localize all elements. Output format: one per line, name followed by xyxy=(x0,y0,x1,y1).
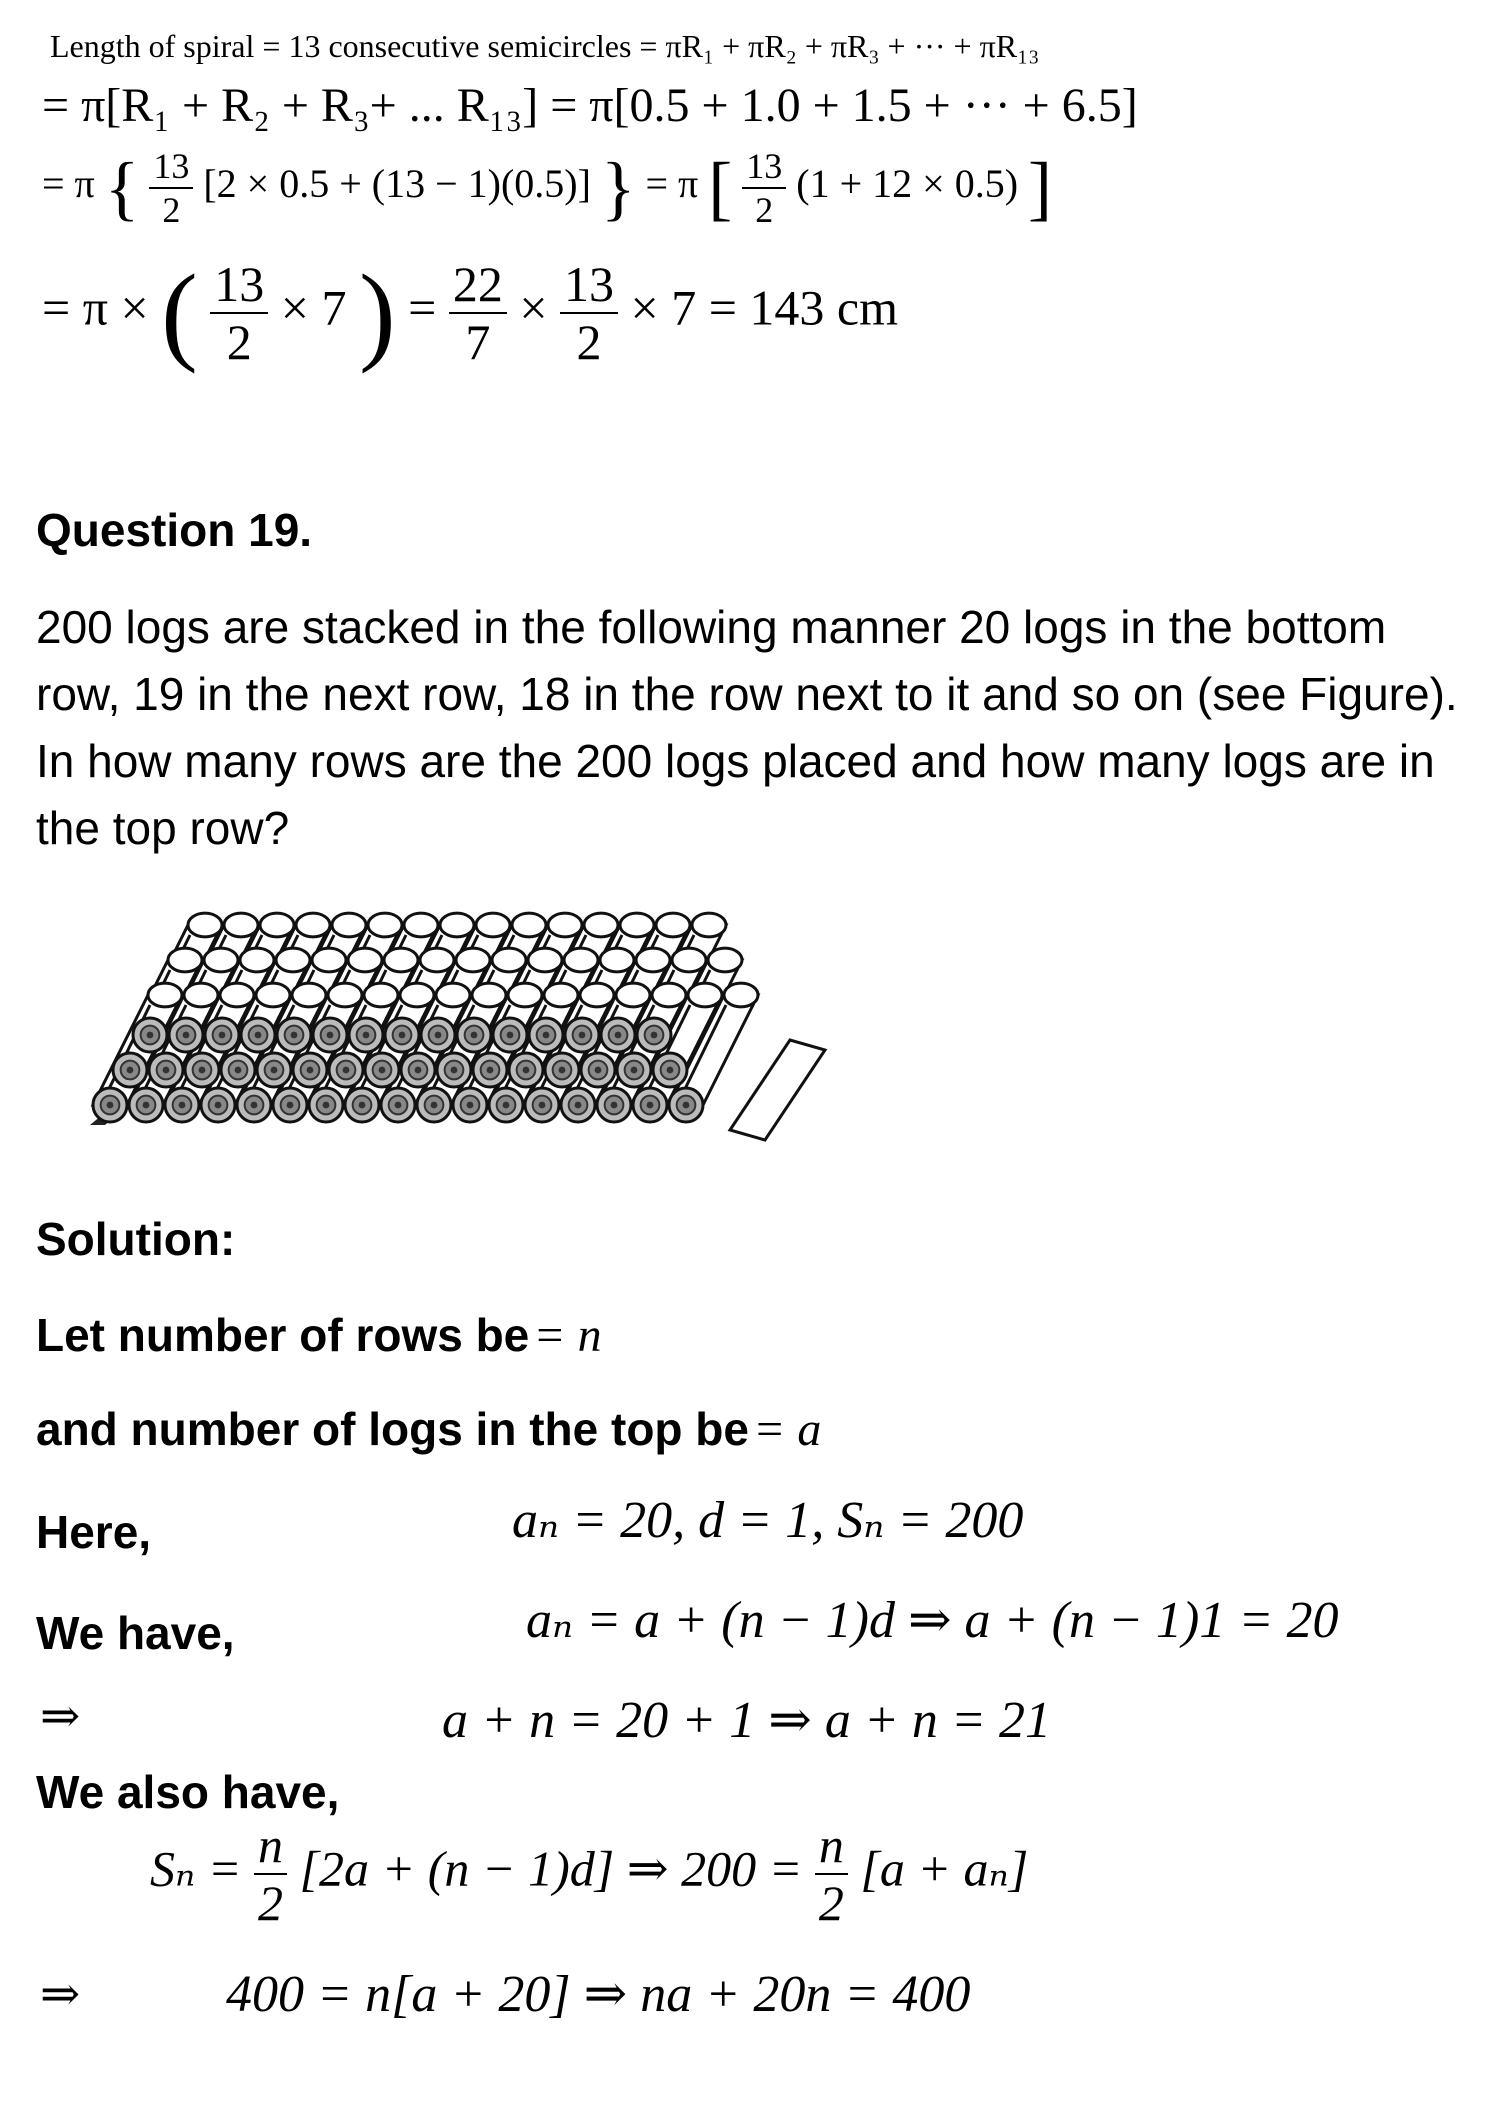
spiral-length-label: Length of spiral xyxy=(50,28,255,64)
numerator: 13 xyxy=(560,259,618,314)
log-core xyxy=(291,1032,298,1039)
log-back-end xyxy=(184,983,218,1007)
log-back-end xyxy=(544,983,578,1007)
log-back-end xyxy=(220,983,254,1007)
left-brace: { xyxy=(104,148,140,228)
log-core xyxy=(543,1032,550,1039)
denominator: 2 xyxy=(818,1875,844,1931)
log-core xyxy=(487,1067,494,1074)
log-back-end xyxy=(652,983,686,1007)
times-sign: × xyxy=(519,279,548,336)
logs-group xyxy=(90,913,825,1140)
log-core xyxy=(667,1067,674,1074)
log-back-end xyxy=(188,913,222,937)
question-text: 200 logs are stacked in the following manner 20 logs in the bottom row, 19 in the next row, 18 in the row next to it and so on (see Figure). In how many rows are the 200 logs placed and how many logs are in the top row? xyxy=(36,601,1458,854)
log-core xyxy=(307,1067,314,1074)
log-core xyxy=(215,1102,222,1109)
log-back-end xyxy=(296,913,330,937)
top-logs-label: and number of logs in the top be xyxy=(36,1403,749,1455)
we-also-have-label: We also have, xyxy=(36,1766,340,1818)
left-bracket: [ xyxy=(708,148,733,228)
log-core xyxy=(647,1102,654,1109)
solution-row-top-logs xyxy=(36,1402,821,1457)
log-back-end xyxy=(240,948,274,972)
log-core xyxy=(359,1102,366,1109)
log-back-end xyxy=(692,913,726,937)
log-back-end xyxy=(600,948,634,972)
denominator: 2 xyxy=(755,190,774,230)
sum-formula-middle: [2a + (n − 1)d] ⇒ 200 = xyxy=(299,1840,803,1897)
log-core xyxy=(507,1032,514,1039)
log-core xyxy=(415,1067,422,1074)
implies-arrow-1: ⇒ xyxy=(40,1690,81,1743)
numerator: 22 xyxy=(449,259,507,314)
log-back-end xyxy=(168,948,202,972)
log-back-end xyxy=(224,913,258,937)
log-back-end xyxy=(688,983,722,1007)
eq-pi-2: = π xyxy=(645,161,699,207)
log-core xyxy=(539,1102,546,1109)
log-core xyxy=(327,1032,334,1039)
log-core xyxy=(395,1102,402,1109)
ap-bracket-expression: [2 × 0.5 + (13 − 1)(0.5)] xyxy=(203,161,591,207)
here-label: Here, xyxy=(36,1506,152,1558)
log-back-end xyxy=(440,913,474,937)
log-back-end xyxy=(292,983,326,1007)
fraction-13-over-2-b xyxy=(742,148,786,228)
log-back-end xyxy=(584,913,618,937)
log-back-end xyxy=(328,983,362,1007)
right-brace: } xyxy=(600,148,636,228)
log-core xyxy=(199,1067,206,1074)
log-core xyxy=(575,1102,582,1109)
log-core xyxy=(287,1102,294,1109)
log-back-end xyxy=(256,983,290,1007)
log-back-end xyxy=(580,983,614,1007)
numerator: 13 xyxy=(210,259,268,314)
log-back-end xyxy=(476,913,510,937)
log-core xyxy=(683,1102,690,1109)
spiral-length-line-1 xyxy=(50,28,1039,65)
log-core xyxy=(399,1032,406,1039)
log-core xyxy=(631,1067,638,1074)
log-back-end xyxy=(348,948,382,972)
log-back-end xyxy=(276,948,310,972)
log-back-end xyxy=(472,983,506,1007)
log-back-end xyxy=(404,913,438,937)
log-back-end xyxy=(204,948,238,972)
log-back-end xyxy=(508,983,542,1007)
log-back-end xyxy=(724,983,758,1007)
log-core xyxy=(615,1032,622,1039)
log-core xyxy=(255,1032,262,1039)
sn-equals: Sₙ = xyxy=(150,1840,242,1897)
fraction-22-over-7 xyxy=(449,256,507,370)
log-back-end xyxy=(260,913,294,937)
log-core xyxy=(343,1067,350,1074)
denominator: 2 xyxy=(576,314,602,370)
a-plus-n-math: a + n = 20 + 1 ⇒ a + n = 21 xyxy=(442,1692,1052,1749)
log-core xyxy=(651,1032,658,1039)
log-core xyxy=(219,1032,226,1039)
log-core xyxy=(471,1032,478,1039)
question-heading: Question 19. xyxy=(36,504,313,556)
denominator: 2 xyxy=(162,190,181,230)
log-back-end xyxy=(400,983,434,1007)
final-result: × 7 = 143 cm xyxy=(630,279,899,336)
log-back-end xyxy=(436,983,470,1007)
here-math: aₙ = 20, d = 1, Sₙ = 200 xyxy=(512,1492,1024,1549)
log-core xyxy=(143,1102,150,1109)
log-back-end xyxy=(364,983,398,1007)
log-back-end xyxy=(420,948,454,972)
log-back-end xyxy=(620,913,654,937)
denominator: 2 xyxy=(258,1875,284,1931)
log-core xyxy=(435,1032,442,1039)
log-back-end xyxy=(564,948,598,972)
log-back-end xyxy=(512,913,546,937)
side-log xyxy=(730,1040,825,1140)
log-back-end xyxy=(708,948,742,972)
log-core xyxy=(559,1067,566,1074)
spiral-result-line xyxy=(42,252,899,374)
numerator: 13 xyxy=(742,148,786,189)
log-core xyxy=(363,1032,370,1039)
numerator: 13 xyxy=(149,148,193,189)
log-core xyxy=(127,1067,134,1074)
log-core xyxy=(595,1067,602,1074)
log-back-end xyxy=(312,948,346,972)
log-back-end xyxy=(672,948,706,972)
rows-math: = n xyxy=(533,1309,602,1362)
top-logs-math: = a xyxy=(752,1403,822,1456)
log-core xyxy=(251,1102,258,1109)
log-back-end xyxy=(384,948,418,972)
log-core xyxy=(523,1067,530,1074)
we-have-math: aₙ = a + (n − 1)d ⇒ a + (n − 1)1 = 20 xyxy=(526,1592,1339,1649)
log-core xyxy=(271,1067,278,1074)
log-core xyxy=(431,1102,438,1109)
log-back-end xyxy=(616,983,650,1007)
log-core xyxy=(163,1067,170,1074)
numerator: n xyxy=(815,1820,848,1875)
log-core xyxy=(467,1102,474,1109)
left-paren: ( xyxy=(161,252,198,374)
sum-formula-line xyxy=(150,1817,1029,1931)
log-core xyxy=(235,1067,242,1074)
times-7: × 7 xyxy=(280,279,347,336)
log-back-end xyxy=(332,913,366,937)
final-equation: 400 = n[a + 20] ⇒ na + 20n = 400 xyxy=(226,1966,971,2023)
log-back-end xyxy=(368,913,402,937)
paren-expression: (1 + 12 × 0.5) xyxy=(796,161,1019,207)
log-core xyxy=(147,1032,154,1039)
stacked-logs-illustration xyxy=(90,900,1010,1160)
log-back-end xyxy=(656,913,690,937)
log-core xyxy=(579,1032,586,1039)
log-core xyxy=(503,1102,510,1109)
spiral-sum-line: = π[R₁ + R₂ + R₃+ ... R₁₃] = π[0.5 + 1.0 + 1.5 + ··· + 6.5] xyxy=(42,79,1138,132)
rows-label: Let number of rows be xyxy=(36,1309,530,1361)
equals: = xyxy=(408,279,437,336)
numerator: n xyxy=(254,1820,287,1875)
right-bracket: ] xyxy=(1028,148,1052,228)
log-back-end xyxy=(148,983,182,1007)
sum-formula-end: [a + aₙ] xyxy=(860,1840,1029,1897)
solution-row-rows xyxy=(36,1308,602,1363)
log-back-end xyxy=(456,948,490,972)
fraction-n-over-2-b xyxy=(815,1817,848,1931)
spiral-ap-sum-line xyxy=(42,148,1052,228)
fraction-13-over-2 xyxy=(149,148,193,228)
solution-heading: Solution: xyxy=(36,1213,236,1265)
we-have-label: We have, xyxy=(36,1607,235,1659)
log-core xyxy=(379,1067,386,1074)
log-core xyxy=(179,1102,186,1109)
fraction-n-over-2 xyxy=(254,1817,287,1931)
log-core xyxy=(323,1102,330,1109)
denominator: 7 xyxy=(465,314,491,370)
implies-arrow-2: ⇒ xyxy=(40,1968,81,2021)
log-back-end xyxy=(492,948,526,972)
eq-pi-times: = π × xyxy=(42,279,149,336)
log-core xyxy=(451,1067,458,1074)
log-core xyxy=(107,1102,114,1109)
log-back-end xyxy=(528,948,562,972)
right-paren: ) xyxy=(358,252,396,374)
fraction-13-over-2-c xyxy=(210,256,268,370)
log-core xyxy=(611,1102,618,1109)
fraction-13-over-2-d xyxy=(560,256,618,370)
eq-pi: = π xyxy=(42,161,95,207)
log-back-end xyxy=(636,948,670,972)
spiral-length-expression: = 13 consecutive semicircles = πR₁ + πR₂ + πR₃ + ··· + πR₁₃ xyxy=(262,28,1040,64)
log-back-end xyxy=(548,913,582,937)
log-core xyxy=(183,1032,190,1039)
denominator: 2 xyxy=(226,314,252,370)
